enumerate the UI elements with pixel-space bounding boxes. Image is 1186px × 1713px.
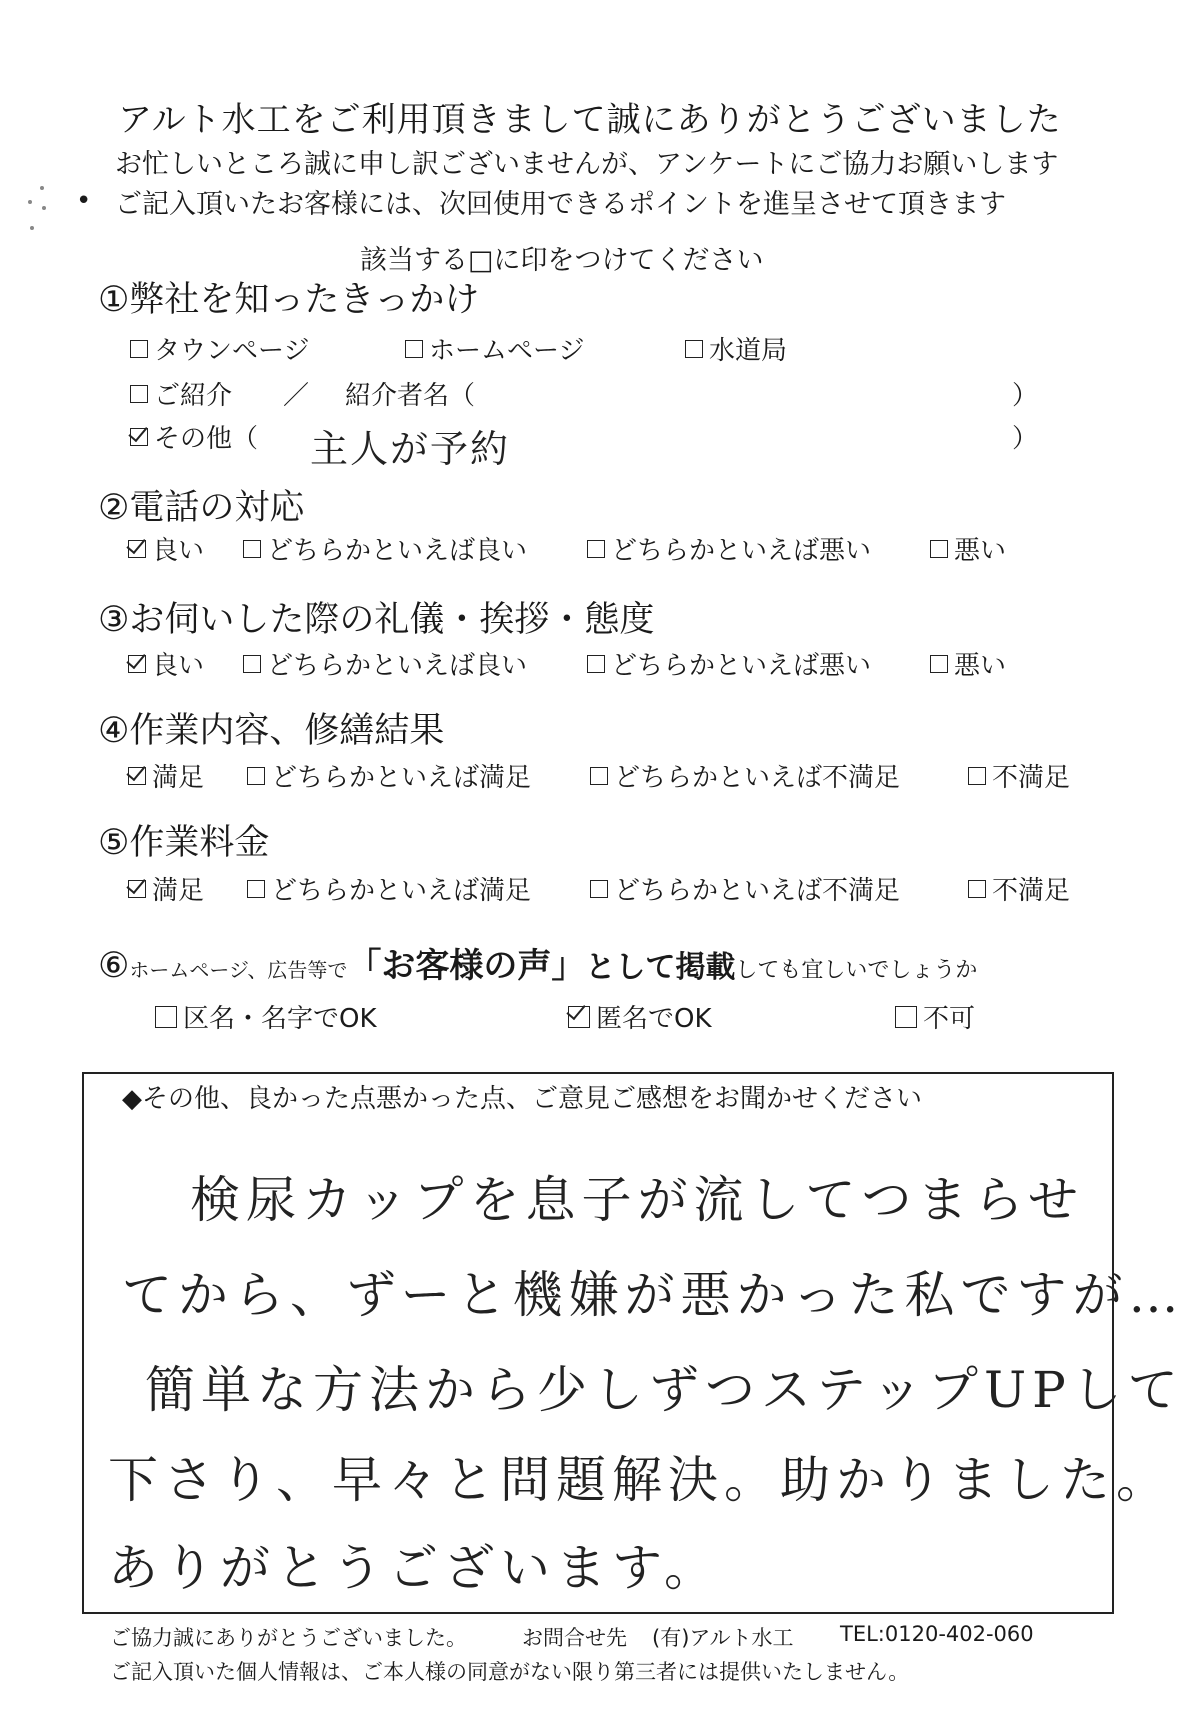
survey-title: アルト水工をご利用頂きまして誠にありがとうございました bbox=[118, 100, 1062, 140]
checkbox-checked[interactable] bbox=[568, 1006, 590, 1028]
option-label: 不満足 bbox=[992, 876, 1071, 906]
q1-title: ①弊社を知ったきっかけ bbox=[98, 280, 480, 320]
q4-option-3[interactable] bbox=[590, 757, 900, 794]
checkbox-checked[interactable] bbox=[128, 880, 146, 898]
close-paren: ） bbox=[1012, 381, 1039, 411]
scan-speck bbox=[42, 206, 46, 210]
q6-tail: しても宜しいでしょうか bbox=[735, 958, 978, 983]
q2-option-2[interactable] bbox=[243, 530, 527, 567]
checkbox[interactable] bbox=[590, 767, 608, 785]
q3-option-3[interactable] bbox=[587, 645, 871, 682]
checkbox[interactable] bbox=[130, 385, 148, 403]
checkbox[interactable] bbox=[930, 540, 948, 558]
checkbox[interactable] bbox=[405, 340, 423, 358]
close-paren: ） bbox=[1012, 424, 1039, 454]
survey-points-text: ご記入頂いたお客様には、次回使用できるポイントを進呈させて頂きます bbox=[115, 189, 1006, 220]
q4-option-1[interactable] bbox=[128, 757, 204, 794]
checkbox-checked[interactable] bbox=[128, 540, 146, 558]
checkbox-checked[interactable] bbox=[128, 655, 146, 673]
scan-speck bbox=[30, 226, 34, 230]
q6-option-1[interactable] bbox=[155, 998, 377, 1035]
other-handwritten-answer: 主人が予約 bbox=[310, 427, 511, 471]
scan-speck bbox=[40, 186, 44, 190]
q4-option-2[interactable] bbox=[247, 757, 531, 794]
option-label: 満足 bbox=[152, 763, 205, 793]
bullet-dot: • bbox=[76, 186, 92, 216]
q2-option-3[interactable] bbox=[587, 530, 871, 567]
q6-mid: として掲載 bbox=[585, 950, 736, 985]
slash-separator: ／ bbox=[283, 381, 310, 411]
option-label: 悪い bbox=[954, 651, 1007, 681]
option-label: ホームページ bbox=[429, 336, 585, 366]
q1-option-other[interactable] bbox=[130, 418, 258, 455]
checkbox[interactable] bbox=[685, 340, 703, 358]
q3-option-2[interactable] bbox=[243, 645, 527, 682]
q2-title: ②電話の対応 bbox=[98, 488, 305, 528]
scan-speck bbox=[28, 200, 32, 204]
q4-option-4[interactable] bbox=[968, 757, 1070, 794]
q1-option-townpage[interactable] bbox=[130, 330, 309, 367]
footer-company: (有)アルト水工 bbox=[652, 1626, 794, 1650]
referrer-name-label: 紹介者名（ bbox=[345, 381, 476, 411]
handwritten-comment-line: 下さり、早々と問題解決。助かりました。 bbox=[108, 1451, 1172, 1509]
footer-thanks: ご協力誠にありがとうございました。 bbox=[110, 1626, 467, 1650]
checkbox-checked[interactable] bbox=[128, 767, 146, 785]
q2-option-4[interactable] bbox=[930, 530, 1006, 567]
option-label: 良い bbox=[152, 651, 205, 681]
q3-option-1[interactable] bbox=[128, 645, 204, 682]
q6-option-2[interactable] bbox=[568, 998, 712, 1035]
option-label: 不満足 bbox=[992, 763, 1071, 793]
checkbox[interactable] bbox=[587, 655, 605, 673]
option-label: ご紹介 bbox=[154, 381, 233, 411]
checkbox-checked[interactable] bbox=[130, 428, 148, 446]
checkbox[interactable] bbox=[130, 340, 148, 358]
q5-option-3[interactable] bbox=[590, 870, 900, 907]
option-label: どちらかといえば不満足 bbox=[614, 876, 901, 906]
q6-option-3[interactable] bbox=[895, 998, 975, 1035]
option-label: 良い bbox=[152, 536, 205, 566]
handwritten-comment-line: てから、ずーと機嫌が悪かった私ですが… bbox=[122, 1266, 1185, 1324]
q6-highlight: 「お客様の声」 bbox=[347, 946, 586, 986]
option-label: どちらかといえば悪い bbox=[611, 536, 872, 566]
checkbox[interactable] bbox=[247, 880, 265, 898]
option-label: どちらかといえば悪い bbox=[611, 651, 872, 681]
option-label: 水道局 bbox=[709, 336, 788, 366]
checkbox[interactable] bbox=[968, 880, 986, 898]
option-label: どちらかといえば良い bbox=[267, 651, 528, 681]
checkbox[interactable] bbox=[155, 1006, 177, 1028]
option-label: どちらかといえば満足 bbox=[271, 876, 532, 906]
q6-number: ⑥ bbox=[98, 946, 130, 986]
option-label: どちらかといえば満足 bbox=[271, 763, 532, 793]
q5-option-4[interactable] bbox=[968, 870, 1070, 907]
checkbox[interactable] bbox=[587, 540, 605, 558]
option-label: どちらかといえば良い bbox=[267, 536, 528, 566]
handwritten-comment-line: 簡単な方法から少しずつステップUPして bbox=[145, 1361, 1184, 1419]
referrer-name-field[interactable] bbox=[518, 402, 998, 403]
option-label: 不可 bbox=[923, 1004, 976, 1034]
q1-option-referral[interactable] bbox=[130, 375, 232, 412]
checkbox[interactable] bbox=[968, 767, 986, 785]
q2-option-1[interactable] bbox=[128, 530, 204, 567]
footer-tel: TEL:0120-402-060 bbox=[840, 1622, 1034, 1646]
checkbox[interactable] bbox=[243, 540, 261, 558]
option-label: 満足 bbox=[152, 876, 205, 906]
checkbox[interactable] bbox=[243, 655, 261, 673]
q6-title bbox=[98, 938, 977, 987]
q3-option-4[interactable] bbox=[930, 645, 1006, 682]
q5-title: ⑤作業料金 bbox=[98, 823, 270, 863]
comment-prompt: ◆その他、良かった点悪かった点、ご意見ご感想をお聞かせください bbox=[122, 1084, 922, 1114]
checkbox[interactable] bbox=[590, 880, 608, 898]
footer-contact-label: お問合せ先 bbox=[522, 1626, 627, 1650]
q5-option-1[interactable] bbox=[128, 870, 204, 907]
option-label: 区名・名字でOK bbox=[183, 1004, 377, 1034]
instruction-text: 該当する□に印をつけてください bbox=[360, 245, 764, 276]
checkbox[interactable] bbox=[247, 767, 265, 785]
q5-option-2[interactable] bbox=[247, 870, 531, 907]
checkbox[interactable] bbox=[930, 655, 948, 673]
option-label: タウンページ bbox=[154, 336, 310, 366]
q1-option-suidou[interactable] bbox=[685, 330, 787, 367]
checkbox[interactable] bbox=[895, 1006, 917, 1028]
q6-prefix: ホームページ、広告等で bbox=[129, 958, 348, 982]
option-label: その他（ bbox=[154, 424, 259, 454]
option-label: 悪い bbox=[954, 536, 1007, 566]
option-label: どちらかといえば不満足 bbox=[614, 763, 901, 793]
handwritten-comment-line: 検尿カップを息子が流してつまらせ bbox=[190, 1171, 1084, 1229]
survey-request-text: お忙しいところ誠に申し訳ございませんが、アンケートにご協力お願いします bbox=[115, 149, 1059, 180]
option-label: 匿名でOK bbox=[596, 1004, 712, 1034]
q4-title: ④作業内容、修繕結果 bbox=[98, 711, 445, 751]
q1-option-homepage[interactable] bbox=[405, 330, 584, 367]
footer-privacy: ご記入頂いた個人情報は、ご本人様の同意がない限り第三者には提供いたしません。 bbox=[110, 1660, 910, 1684]
q3-title: ③お伺いした際の礼儀・挨拶・態度 bbox=[98, 600, 655, 640]
handwritten-comment-line: ありがとうございます。 bbox=[108, 1539, 720, 1597]
